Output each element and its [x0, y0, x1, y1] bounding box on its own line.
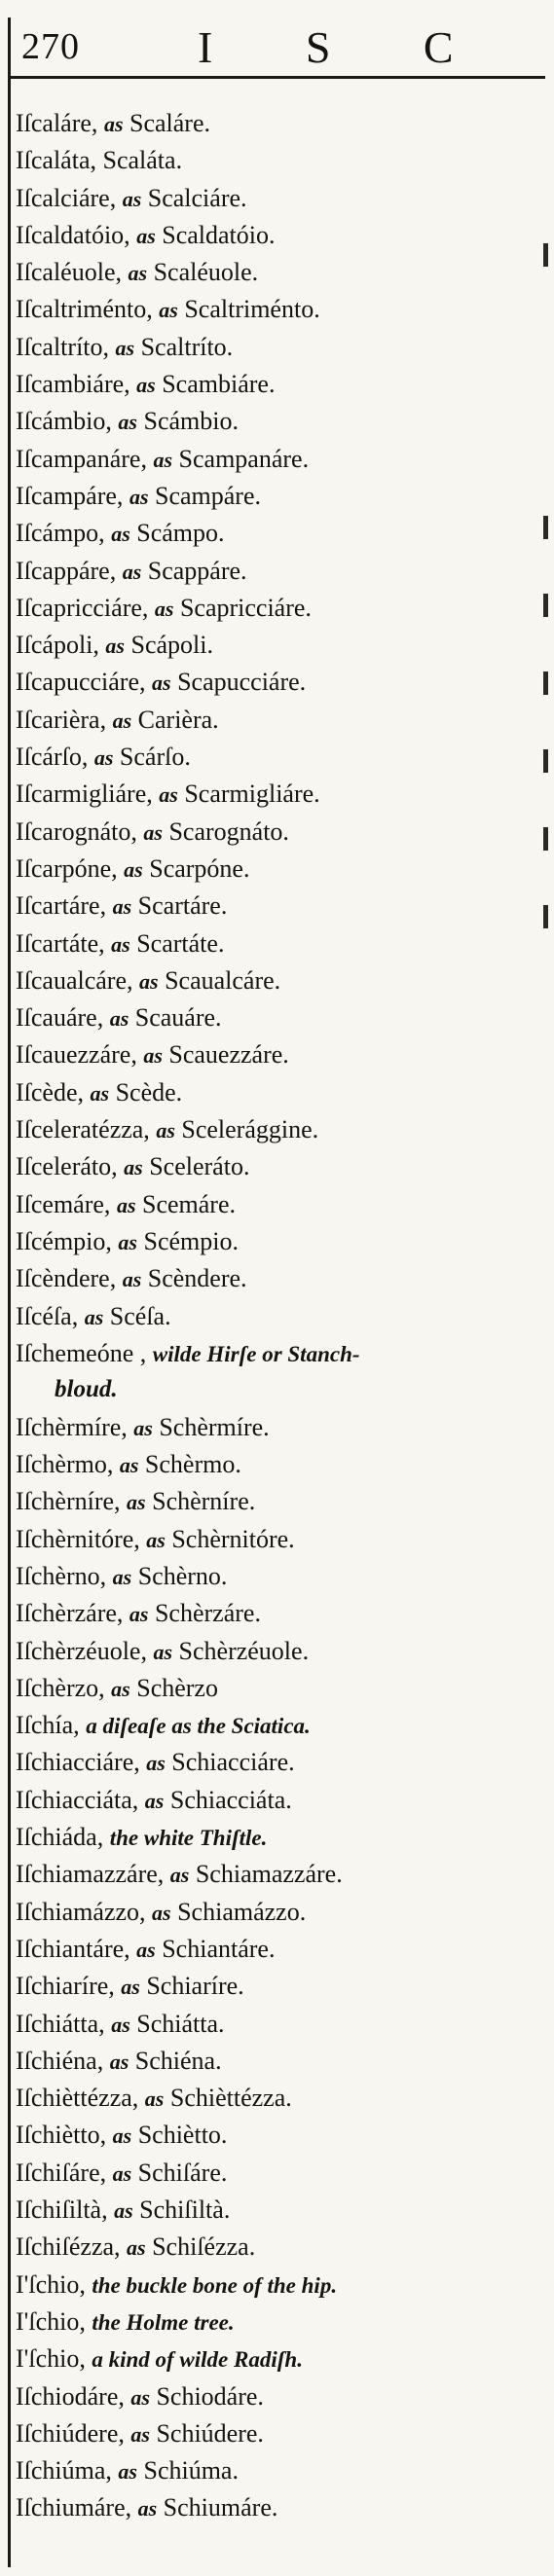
entry-as-marker: as — [111, 522, 130, 547]
entry-headword: Iſcarièra, — [16, 705, 107, 734]
entry-as-marker: as — [127, 1490, 146, 1515]
dictionary-entry — [16, 1409, 532, 1446]
dictionary-entry — [16, 2229, 532, 2266]
entry-as-marker: as — [90, 1080, 110, 1106]
dictionary-entry — [16, 1707, 532, 1744]
dictionary-entry — [16, 1223, 532, 1260]
dictionary-entry — [16, 776, 532, 813]
entry-cross-reference: Scaldatóio. — [162, 220, 276, 249]
entry-cross-reference: Schiſézza. — [152, 2232, 256, 2262]
entry-as-marker: as — [152, 1900, 171, 1925]
entry-headword: Iſchèrnitóre, — [16, 1524, 140, 1553]
entry-headword: Iſchiúma, — [16, 2456, 112, 2485]
entry-as-marker: as — [129, 484, 149, 509]
margin-fragment — [543, 905, 548, 928]
dictionary-entry — [16, 441, 532, 478]
dictionary-entry — [16, 2340, 532, 2377]
entry-cross-reference: Scárſo. — [119, 743, 191, 772]
entry-cross-reference: Scémpio. — [143, 1226, 239, 1255]
left-border-rule — [8, 18, 11, 2567]
dictionary-entry — [16, 999, 532, 1036]
dictionary-entry — [16, 1856, 532, 1893]
entry-headword: Iſchía, — [16, 1711, 80, 1740]
entry-cross-reference: Schèrníre. — [152, 1487, 256, 1516]
dictionary-entry — [16, 1894, 532, 1931]
entry-cross-reference: Schèrmíre. — [159, 1412, 270, 1441]
entry-headword: Iſcámbio, — [16, 407, 112, 436]
entry-cross-reference: Scampanáre. — [178, 444, 310, 473]
entry-headword: Iſchèrno, — [16, 1561, 107, 1590]
entry-cross-reference: Schiátta. — [136, 2009, 225, 2038]
entry-cross-reference: Schèrmo. — [144, 1450, 241, 1479]
entry-headword: Iſcápoli, — [16, 631, 99, 660]
entry-cross-reference: Scámpo. — [136, 519, 225, 548]
entry-headword: Iſcède, — [16, 1077, 85, 1107]
entry-cross-reference: Schiamázzo. — [177, 1897, 307, 1926]
entry-as-marker: as — [127, 2235, 146, 2261]
page-header — [8, 16, 545, 70]
dictionary-entry — [16, 105, 532, 142]
entry-headword: Iſcampanáre, — [16, 444, 147, 473]
dictionary-entry — [16, 1521, 532, 1558]
entry-as-marker: as — [114, 2198, 133, 2224]
entry-cross-reference: Scarmigliáre. — [184, 780, 320, 809]
entry-cross-reference: Schiúdere. — [156, 2418, 264, 2448]
entry-cross-reference: Schèrzáre. — [154, 1599, 261, 1628]
dictionary-entry — [16, 851, 532, 888]
dictionary-entry — [16, 1782, 532, 1819]
entry-cross-reference: Scelerággine. — [181, 1115, 319, 1144]
entry-headword: Iſchèrzéuole, — [16, 1636, 147, 1665]
dictionary-entry — [16, 217, 532, 254]
dictionary-entry — [16, 1819, 532, 1856]
margin-fragment — [543, 671, 548, 695]
entry-headword: Iſcappáre, — [16, 556, 117, 585]
dictionary-entry — [16, 702, 532, 739]
dictionary-entry — [16, 1931, 532, 1968]
entry-cross-reference: Scède. — [115, 1077, 183, 1107]
entry-headword: Iſchiſézza, — [16, 2232, 121, 2262]
dictionary-entry — [16, 739, 532, 776]
entry-headword: I'ſchio, — [16, 2269, 86, 2299]
entry-as-marker: as — [159, 782, 178, 808]
dictionary-entry — [16, 888, 532, 925]
entry-cross-reference: Scalciáre. — [147, 183, 247, 212]
entry-as-marker: as — [116, 1192, 136, 1217]
entry-headword: Iſcaláre, — [16, 109, 98, 137]
entry-headword: Iſcampáre, — [16, 481, 124, 510]
entry-headword: Iſcèndere, — [16, 1264, 117, 1293]
entry-as-marker: as — [136, 223, 156, 248]
entry-headword: Iſcaualcáre, — [16, 965, 133, 995]
entry-as-marker: as — [119, 1453, 139, 1478]
page-number: 270 — [21, 26, 80, 67]
entry-as-marker: as — [121, 1975, 140, 2000]
entry-as-marker: as — [118, 1229, 137, 1254]
entry-headword: Iſchemeóne , — [16, 1338, 147, 1367]
entry-headword: Iſchiáda, — [16, 1823, 104, 1852]
entry-headword: Iſchèrmo, — [16, 1450, 114, 1479]
entry-as-marker: as — [112, 707, 132, 733]
dictionary-entry — [16, 2452, 532, 2489]
dictionary-entry — [16, 2080, 532, 2117]
dictionary-entry — [16, 291, 532, 328]
entry-headword: Iſcauezzáre, — [16, 1040, 137, 1070]
entry-headword: I'ſchio, — [16, 2306, 86, 2336]
entry-gloss: the buckle bone of the hip. — [92, 2272, 338, 2298]
entry-cross-reference: Schiantáre. — [162, 1934, 276, 1963]
entry-as-marker: as — [143, 819, 163, 845]
dictionary-entry — [16, 962, 532, 999]
entry-as-marker: as — [136, 1937, 156, 1962]
dictionary-entry — [16, 1036, 532, 1073]
entry-cross-reference: Scampáre. — [155, 481, 262, 510]
entry-headword: Iſcámpo, — [16, 519, 105, 548]
entry-as-marker: as — [133, 1415, 153, 1440]
entry-headword: Iſcaláta, — [16, 146, 96, 175]
dictionary-entry — [16, 2006, 532, 2043]
dictionary-entry — [16, 1595, 532, 1632]
entry-as-marker: as — [139, 968, 159, 994]
entry-cross-reference: Schiètto. — [137, 2121, 228, 2150]
entry-headword: Iſchèrzáre, — [16, 1599, 124, 1628]
entry-as-marker: as — [112, 1564, 132, 1589]
margin-fragment — [543, 749, 548, 773]
entry-gloss-continuation: bloud. — [55, 1376, 118, 1403]
entry-headword: Iſcaltríto, — [16, 332, 110, 361]
entry-headword: Iſchiodáre, — [16, 2381, 125, 2411]
entry-headword: Iſchiètto, — [16, 2121, 107, 2150]
entry-cross-reference: Scauezzáre. — [168, 1040, 289, 1070]
dictionary-entry — [16, 1558, 532, 1595]
dictionary-entry — [16, 1633, 532, 1670]
entry-as-marker: as — [130, 2421, 150, 2447]
entry-as-marker: as — [111, 931, 130, 957]
entry-headword: Iſceleráto, — [16, 1152, 118, 1181]
entry-as-marker: as — [153, 447, 173, 472]
entry-as-marker: as — [111, 1676, 130, 1701]
margin-fragment — [543, 243, 548, 267]
dictionary-entry — [16, 2489, 532, 2526]
entry-headword: Iſchièttézza, — [16, 2084, 139, 2113]
entry-as-marker: as — [105, 634, 125, 659]
entry-headword: Iſceleratézza, — [16, 1115, 150, 1144]
entry-headword: Iſchiamázzo, — [16, 1897, 146, 1926]
entry-headword: Iſcarmigliáre, — [16, 780, 153, 809]
entry-as-marker: as — [115, 335, 135, 360]
entry-as-marker: as — [129, 1602, 149, 1627]
entry-as-marker: as — [109, 1006, 129, 1032]
entry-cross-reference: Carièra. — [137, 705, 219, 734]
entry-cross-reference: Schèrzéuole. — [178, 1636, 310, 1665]
entry-cross-reference: Schiéna. — [134, 2046, 222, 2075]
entry-as-marker: as — [153, 1639, 173, 1664]
entry-cross-reference: Scarpóne. — [149, 853, 250, 883]
dictionary-entry — [16, 403, 532, 440]
dictionary-entry — [16, 1446, 532, 1483]
entry-as-marker: as — [112, 2123, 132, 2149]
entry-cross-reference: Sceleráto. — [149, 1152, 250, 1181]
dictionary-entry — [16, 1744, 532, 1781]
dictionary-entry — [16, 366, 532, 403]
dictionary-entry — [16, 814, 532, 851]
entry-cross-reference: Schiamazzáre. — [195, 1860, 343, 1889]
dictionary-entry — [16, 1260, 532, 1297]
entry-headword: Iſcalciáre, — [16, 183, 117, 212]
entry-cross-reference: Schèrnitóre. — [171, 1524, 295, 1553]
dictionary-entry — [16, 180, 532, 217]
entry-as-marker: as — [122, 559, 142, 584]
entry-headword: Iſcapricciáre, — [16, 593, 149, 622]
entry-headword: Iſchiéna, — [16, 2046, 104, 2075]
dictionary-entry — [16, 590, 532, 627]
dictionary-entry — [16, 1186, 532, 1223]
entry-list — [16, 105, 532, 2527]
entry-gloss: a kind of wilde Radiſh. — [92, 2347, 303, 2373]
entry-headword: Iſchiſáre, — [16, 2158, 107, 2187]
entry-headword: Iſcarognáto, — [16, 816, 137, 846]
entry-cross-reference: Schiumáre. — [163, 2493, 278, 2522]
dictionary-entry — [16, 925, 532, 962]
dictionary-entry — [16, 2304, 532, 2340]
entry-as-marker: as — [144, 1788, 165, 1813]
dictionary-entry — [16, 2155, 532, 2192]
entry-headword: Iſchiacciáre, — [16, 1748, 140, 1777]
dictionary-entry — [16, 1074, 532, 1111]
dictionary-entry — [16, 2267, 532, 2304]
entry-as-marker: as — [118, 410, 137, 435]
entry-as-marker: as — [137, 2496, 158, 2522]
dictionary-entry — [16, 142, 532, 179]
entry-as-marker: as — [169, 1863, 190, 1888]
entry-as-marker: as — [109, 2049, 129, 2074]
entry-as-marker: as — [124, 1155, 143, 1180]
entry-cross-reference: Scaltríto. — [140, 332, 234, 361]
entry-as-marker: as — [112, 894, 132, 920]
entry-as-marker: as — [103, 112, 124, 136]
entry-as-marker: as — [122, 186, 142, 211]
entry-cross-reference: Schiodáre. — [156, 2381, 264, 2411]
entry-headword: Iſchiacciáta, — [16, 1785, 139, 1814]
entry-headword: Iſcaldatóio, — [16, 220, 130, 249]
entry-as-marker: as — [122, 1267, 142, 1292]
dictionary-entry — [16, 553, 532, 590]
dictionary-entry — [16, 1483, 532, 1520]
entry-headword: Iſcárſo, — [16, 743, 89, 772]
dictionary-entry — [16, 1335, 532, 1409]
dictionary-entry — [16, 478, 532, 515]
entry-cross-reference: Schiúma. — [143, 2456, 239, 2485]
dictionary-entry — [16, 2043, 532, 2080]
dictionary-entry — [16, 1111, 532, 1148]
entry-headword: Iſcaléuole, — [16, 258, 122, 287]
dictionary-entry — [16, 1298, 532, 1335]
entry-cross-reference: Schiſiltà. — [139, 2195, 231, 2225]
entry-cross-reference: Schiacciáre. — [171, 1748, 295, 1777]
entry-headword: Iſchèrzo, — [16, 1673, 105, 1702]
entry-as-marker: as — [111, 2012, 130, 2037]
entry-cross-reference: Schiacciáta. — [169, 1785, 292, 1814]
margin-fragment — [543, 827, 548, 851]
entry-headword: Iſchèrníre, — [16, 1487, 121, 1516]
dictionary-entry — [16, 1670, 532, 1707]
dictionary-entry — [16, 1148, 532, 1185]
entry-as-marker: as — [128, 261, 148, 286]
entry-cross-reference: Schèrno. — [137, 1561, 228, 1590]
entry-headword: Iſcapucciáre, — [16, 668, 146, 697]
dictionary-entry — [16, 627, 532, 664]
entry-cross-reference: Scauáre. — [134, 1003, 222, 1033]
margin-fragment — [543, 516, 548, 539]
dictionary-entry — [16, 664, 532, 701]
entry-gloss: the white Thiſtle. — [109, 1826, 268, 1851]
adjacent-column-margin — [537, 88, 554, 2569]
entry-as-marker: as — [146, 1751, 166, 1776]
dictionary-entry — [16, 329, 532, 366]
entry-as-marker: as — [84, 1304, 104, 1329]
entry-cross-reference: Scèndere. — [147, 1264, 247, 1293]
entry-as-marker: as — [144, 2086, 165, 2112]
entry-headword: Iſchiantáre, — [16, 1934, 130, 1963]
entry-cross-reference: Scemáre. — [142, 1189, 237, 1218]
entry-cross-reference: Scápoli. — [130, 631, 213, 660]
dictionary-entry — [16, 515, 532, 552]
entry-as-marker: as — [130, 2384, 150, 2410]
entry-cross-reference: Scappáre. — [147, 556, 247, 585]
entry-cross-reference: Scaltriménto. — [184, 295, 320, 324]
entry-headword: I'ſchio, — [16, 2344, 86, 2374]
entry-cross-reference: Scartáre. — [137, 891, 228, 921]
entry-cross-reference: Scarognáto. — [168, 816, 289, 846]
entry-headword: Iſcarpóne, — [16, 853, 118, 883]
entry-cross-reference: Schèrzo — [136, 1673, 218, 1702]
dictionary-entry — [16, 2192, 532, 2229]
entry-cross-reference: Scaualcáre. — [165, 965, 281, 995]
entry-cross-reference: Scapucciáre. — [177, 668, 307, 697]
entry-cross-reference: Scapricciáre. — [179, 593, 312, 622]
entry-as-marker: as — [136, 373, 156, 398]
entry-cross-reference: Scambiáre. — [162, 370, 276, 399]
entry-headword: Iſchiátta, — [16, 2009, 105, 2038]
entry-cross-reference: Schièttézza. — [169, 2084, 292, 2113]
entry-headword: Iſcauáre, — [16, 1003, 104, 1033]
header-rule — [8, 76, 545, 79]
entry-gloss: the Holme tree. — [92, 2309, 235, 2335]
entry-as-marker: as — [124, 856, 143, 882]
entry-as-marker: as — [154, 596, 174, 621]
entry-gloss: wilde Hirſe or Stanch- — [152, 1341, 360, 1366]
entry-gloss: a diſeaſe as the Sciatica. — [86, 1714, 311, 1739]
entry-as-marker: as — [146, 1527, 166, 1552]
entry-headword: Iſcambiáre, — [16, 370, 130, 399]
entry-cross-reference: Scámbio. — [143, 407, 239, 436]
running-head: I S C — [198, 22, 495, 72]
entry-as-marker: as — [143, 1043, 163, 1069]
entry-headword: Iſchèrmíre, — [16, 1412, 128, 1441]
entry-headword: Iſcaltriménto, — [16, 295, 153, 324]
entry-headword: Iſcéſa, — [16, 1301, 79, 1330]
entry-as-marker: as — [156, 1118, 175, 1143]
dictionary-entry — [16, 254, 532, 291]
entry-as-marker: as — [152, 671, 171, 696]
entry-cross-reference: Schiaríre. — [146, 1972, 244, 2001]
entry-as-marker: as — [159, 298, 178, 323]
dictionary-entry — [16, 1968, 532, 2005]
entry-headword: Iſcemáre, — [16, 1189, 111, 1218]
entry-cross-reference: Scaléuole. — [153, 258, 259, 287]
dictionary-entry — [16, 2378, 532, 2415]
entry-as-marker: as — [112, 2160, 132, 2186]
entry-as-marker: as — [118, 2459, 137, 2485]
entry-headword: Iſchiſiltà, — [16, 2195, 108, 2225]
entry-headword: Iſchiúdere, — [16, 2418, 125, 2448]
entry-headword: Iſchiaríre, — [16, 1972, 115, 2001]
entry-headword: Iſchiumáre, — [16, 2493, 132, 2522]
dictionary-entry — [16, 2415, 532, 2452]
entry-cross-reference: Scartáte. — [136, 928, 225, 958]
entry-headword: Iſchiamazzáre, — [16, 1860, 165, 1889]
entry-cross-reference: Schiſáre. — [137, 2158, 228, 2187]
entry-headword: Iſcémpio, — [16, 1226, 112, 1255]
dictionary-entry — [16, 2117, 532, 2154]
margin-fragment — [543, 594, 548, 617]
entry-cross-reference: Scaláre. — [129, 109, 211, 137]
entry-cross-reference: Scaláta. — [102, 146, 183, 175]
entry-cross-reference: Scéſa. — [109, 1301, 171, 1330]
entry-headword: Iſcartáre, — [16, 891, 107, 921]
entry-as-marker: as — [93, 745, 114, 771]
entry-headword: Iſcartáte, — [16, 928, 105, 958]
